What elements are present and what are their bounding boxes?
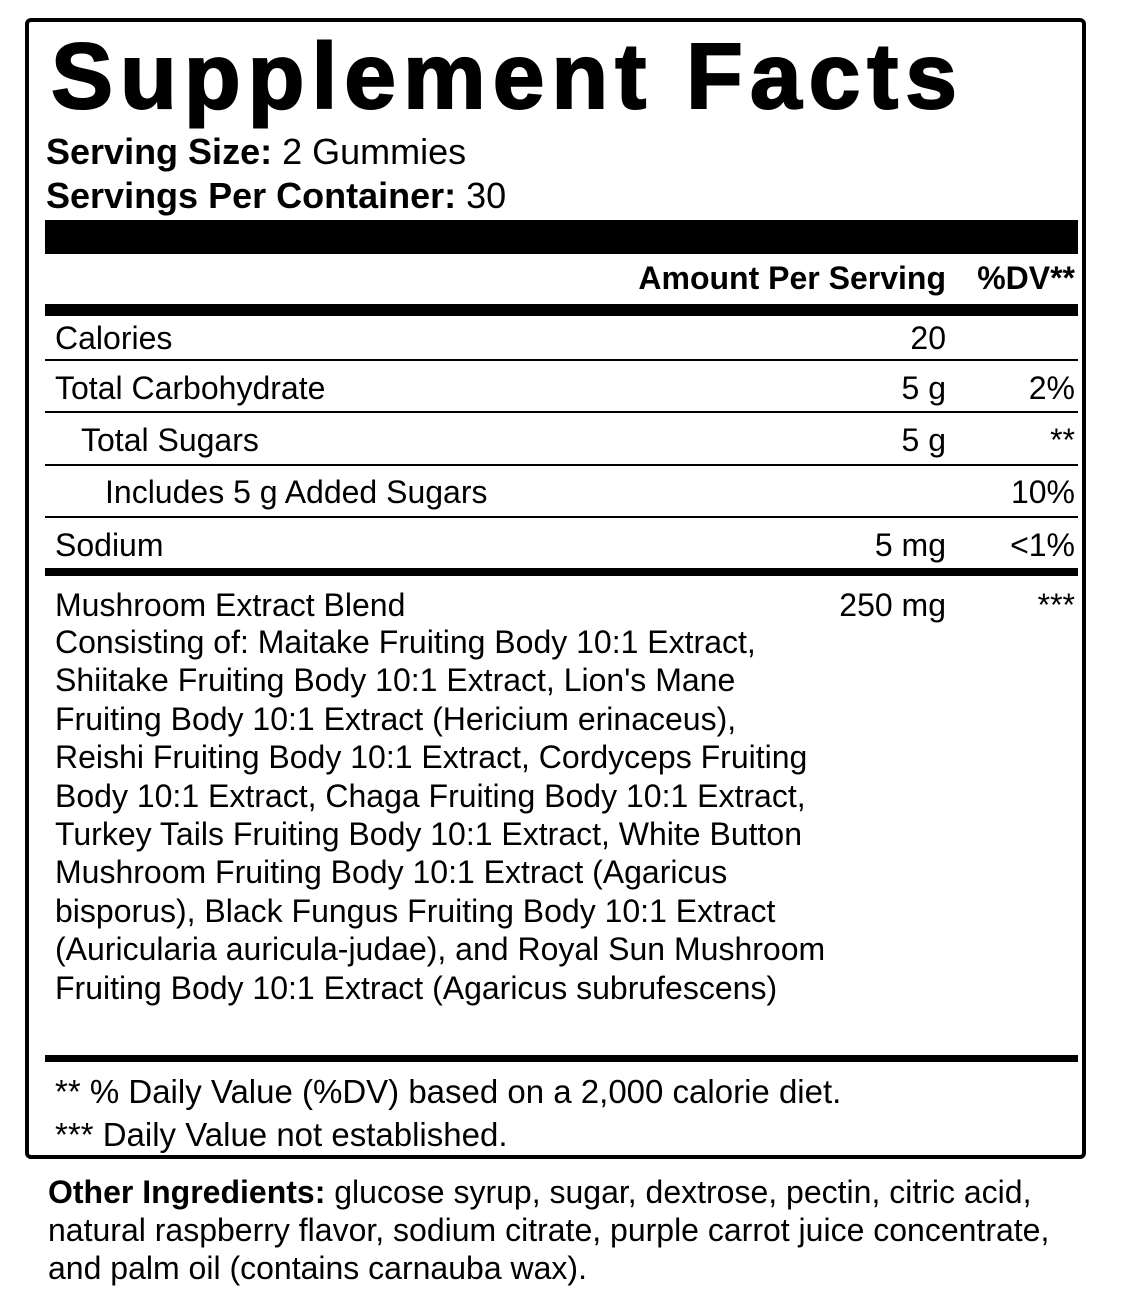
nutrient-name: Total Carbohydrate — [55, 370, 326, 406]
row-divider — [45, 359, 1078, 361]
other-ingredients-text: glucose syrup, sugar, dextrose, pectin, citric acid, natural raspberry flavor, sodium citrate, purple carrot juice concentrate, and palm oil (contains carnauba wax). — [48, 1174, 1050, 1286]
supplement-facts-panel — [25, 18, 1086, 1159]
nutrient-name: Calories — [55, 320, 173, 356]
row-divider — [45, 411, 1078, 413]
other-ingredients — [48, 1173, 1058, 1287]
blend-amount: 250 mg — [839, 587, 946, 623]
footnote-divider-bar — [45, 1055, 1078, 1062]
header-divider-bar — [45, 304, 1078, 316]
serving-size-label: Serving Size: — [46, 131, 273, 172]
nutrient-amount: 5 g — [901, 422, 946, 458]
nutrient-row-calories — [45, 318, 1078, 358]
daily-value-header: %DV** — [977, 260, 1075, 296]
blend-name: Mushroom Extract Blend — [55, 587, 406, 623]
blend-divider-bar — [45, 568, 1078, 576]
blend-description: Consisting of: Maitake Fruiting Body 10:1 Extract, Shiitake Fruiting Body 10:1 Extract, Lion's Mane Fruiting Body 10:1 Extract (Hericium erinaceus), Reishi Fruiting Body 10:1 Extract, Cordyceps Fruiting Body 10:1 Extract, Chaga Fruiting Body 10:1 Extract, Turkey Tails Fruiting Body 10:1 Extract, White Button Mushroom Fruiting Body 10:1 Extract (Agaricus bisporus), Black Fungus Fruiting Body 10:1 Extract (Auricularia auricula-judae), and Royal Sun Mushroom Fruiting Body 10:1 Extract (Agaricus subrufescens) — [55, 624, 826, 1006]
serving-size-line — [46, 132, 466, 172]
nutrient-dv: <1% — [1010, 527, 1075, 563]
nutrient-dv: ** — [1050, 422, 1075, 458]
amount-per-serving-header: Amount Per Serving — [638, 260, 946, 296]
blend-dv: *** — [1037, 587, 1075, 623]
column-header-row — [45, 258, 1078, 298]
nutrient-name: Total Sugars — [81, 422, 259, 458]
servings-per-container-value: 30 — [466, 175, 507, 216]
top-divider-bar — [45, 220, 1078, 254]
panel-title: Supplement Facts — [51, 24, 964, 128]
serving-size-value: 2 Gummies — [282, 131, 467, 172]
footnote-daily-value: ** % Daily Value (%DV) based on a 2,000 calorie diet. — [55, 1073, 842, 1110]
nutrient-row-total-carbohydrate — [45, 368, 1078, 408]
footnote-not-established: *** Daily Value not established. — [55, 1116, 508, 1153]
nutrient-amount: 5 g — [901, 370, 946, 406]
nutrient-row-total-sugars — [45, 420, 1078, 460]
nutrient-amount: 20 — [910, 320, 946, 356]
nutrient-name: Sodium — [55, 527, 164, 563]
row-divider — [45, 464, 1078, 466]
nutrient-dv: 2% — [1028, 370, 1075, 406]
other-ingredients-label: Other Ingredients: — [48, 1174, 326, 1210]
servings-per-container-line — [46, 176, 506, 216]
row-divider — [45, 516, 1078, 518]
nutrient-amount: 5 mg — [874, 527, 946, 563]
nutrient-name: Includes 5 g Added Sugars — [105, 474, 488, 510]
nutrient-dv: 10% — [1010, 474, 1075, 510]
servings-per-container-label: Servings Per Container: — [46, 175, 457, 216]
nutrient-row-added-sugars — [45, 472, 1078, 512]
nutrient-row-sodium — [45, 525, 1078, 565]
mushroom-blend-row — [45, 585, 1078, 1045]
